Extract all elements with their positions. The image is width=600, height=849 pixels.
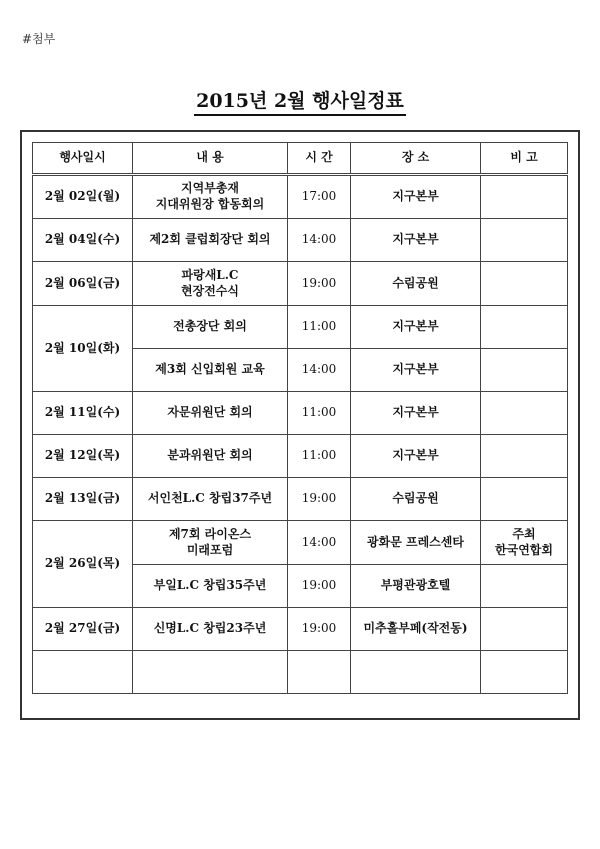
event-place: 수림공원 bbox=[351, 262, 481, 306]
event-content: 제7회 라이온스 미래포럼 bbox=[133, 521, 288, 565]
table-row bbox=[33, 175, 568, 219]
event-date: 2월 27일(금) bbox=[33, 608, 133, 651]
event-note bbox=[481, 478, 568, 521]
event-note bbox=[481, 349, 568, 392]
event-date: 2월 26일(목) bbox=[33, 521, 133, 608]
header-place: 장 소 bbox=[351, 143, 481, 175]
empty-cell bbox=[288, 651, 351, 694]
empty-cell bbox=[351, 651, 481, 694]
table-row bbox=[33, 262, 568, 306]
event-note bbox=[481, 262, 568, 306]
event-content: 제3회 신입회원 교육 bbox=[133, 349, 288, 392]
event-place: 부평관광호텔 bbox=[351, 565, 481, 608]
header-content: 내 용 bbox=[133, 143, 288, 175]
event-place: 수림공원 bbox=[351, 478, 481, 521]
event-time: 11:00 bbox=[288, 306, 351, 349]
event-time: 11:00 bbox=[288, 435, 351, 478]
event-date: 2월 02일(월) bbox=[33, 175, 133, 219]
empty-cell bbox=[133, 651, 288, 694]
event-note bbox=[481, 392, 568, 435]
event-place: 광화문 프레스센타 bbox=[351, 521, 481, 565]
header-row bbox=[33, 143, 568, 175]
event-time: 11:00 bbox=[288, 392, 351, 435]
event-time: 17:00 bbox=[288, 175, 351, 219]
event-date: 2월 06일(금) bbox=[33, 262, 133, 306]
event-place: 지구본부 bbox=[351, 306, 481, 349]
event-content: 자문위원단 회의 bbox=[133, 392, 288, 435]
event-content: 분과위원단 회의 bbox=[133, 435, 288, 478]
event-date: 2월 13일(금) bbox=[33, 478, 133, 521]
page-title bbox=[0, 86, 600, 113]
event-note bbox=[481, 175, 568, 219]
event-note: 주최 한국연합회 bbox=[481, 521, 568, 565]
event-time: 19:00 bbox=[288, 608, 351, 651]
event-date: 2월 12일(목) bbox=[33, 435, 133, 478]
event-place: 지구본부 bbox=[351, 435, 481, 478]
event-note bbox=[481, 435, 568, 478]
attachment-tag: #첨부 bbox=[22, 32, 56, 46]
event-content: 파랑새L.C 현장전수식 bbox=[133, 262, 288, 306]
event-note bbox=[481, 219, 568, 262]
event-content: 전총장단 회의 bbox=[133, 306, 288, 349]
event-time: 14:00 bbox=[288, 349, 351, 392]
table-row bbox=[33, 608, 568, 651]
event-date: 2월 10일(화) bbox=[33, 306, 133, 392]
empty-cell bbox=[481, 651, 568, 694]
header-time: 시 간 bbox=[288, 143, 351, 175]
empty-cell bbox=[33, 651, 133, 694]
title-text: 2015년 2월 행사일정표 bbox=[194, 90, 406, 116]
table-row bbox=[33, 478, 568, 521]
event-place: 지구본부 bbox=[351, 392, 481, 435]
header-datetime: 행사일시 bbox=[33, 143, 133, 175]
event-time: 14:00 bbox=[288, 219, 351, 262]
empty-row bbox=[33, 651, 568, 694]
event-date: 2월 04일(수) bbox=[33, 219, 133, 262]
event-place: 지구본부 bbox=[351, 349, 481, 392]
event-date: 2월 11일(수) bbox=[33, 392, 133, 435]
table-row bbox=[33, 435, 568, 478]
event-note bbox=[481, 306, 568, 349]
event-place: 미추홀부페(작전동) bbox=[351, 608, 481, 651]
event-place: 지구본부 bbox=[351, 219, 481, 262]
event-note bbox=[481, 608, 568, 651]
table-row bbox=[33, 521, 568, 565]
event-content: 부일L.C 창립35주년 bbox=[133, 565, 288, 608]
event-time: 19:00 bbox=[288, 262, 351, 306]
event-time: 19:00 bbox=[288, 478, 351, 521]
event-time: 14:00 bbox=[288, 521, 351, 565]
event-content: 지역부총재 지대위원장 합동회의 bbox=[133, 175, 288, 219]
table-row bbox=[33, 392, 568, 435]
event-place: 지구본부 bbox=[351, 175, 481, 219]
schedule-table bbox=[32, 142, 568, 694]
event-content: 서인천L.C 창립37주년 bbox=[133, 478, 288, 521]
event-content: 제2회 클럽회장단 회의 bbox=[133, 219, 288, 262]
event-note bbox=[481, 565, 568, 608]
table-row bbox=[33, 219, 568, 262]
event-time: 19:00 bbox=[288, 565, 351, 608]
header-note: 비 고 bbox=[481, 143, 568, 175]
event-content: 신명L.C 창립23주년 bbox=[133, 608, 288, 651]
table-row bbox=[33, 306, 568, 349]
